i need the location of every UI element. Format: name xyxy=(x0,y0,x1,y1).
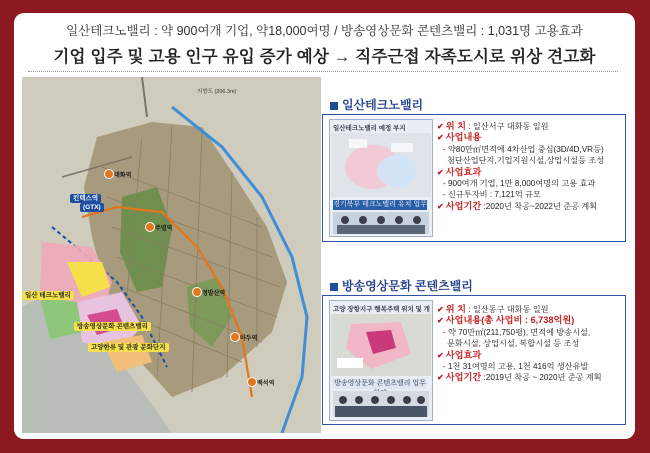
info-row-period: ✔ 사업기간 :2019년 착공 ~ 2020년 준공 계획 xyxy=(437,372,621,383)
kintex-station-label xyxy=(70,193,101,202)
photo-caption: 고양 장항지구 행복주택 위치 및 개 xyxy=(333,306,430,313)
station-label: 마두역 xyxy=(240,336,258,342)
tech-valley-label xyxy=(22,290,74,299)
section-title-broadcast-valley xyxy=(330,277,473,294)
section-title-text: 방송영상문화 콘텐츠밸리 xyxy=(342,279,473,293)
hallyu-text: 고양한류 및 관광 문화단지 xyxy=(88,343,169,352)
square-bullet-icon xyxy=(330,283,338,291)
station-marker xyxy=(104,169,114,179)
info-row-content: ✔ 사업내용(총 사업비 : 6,738억원) xyxy=(437,315,621,326)
section-title-tech-valley xyxy=(330,96,423,113)
station-marker xyxy=(230,332,240,342)
hallyu-label xyxy=(88,342,169,351)
top-summary: 일산테크노밸리 : 약 900여개 기업, 약18,000여명 / 방송영상문화 콘텐츠밸리 : 1,031명 고용효과 xyxy=(66,24,583,38)
info-row-content: ✔ 사업내용 xyxy=(437,132,621,143)
area-map xyxy=(22,77,321,433)
broadcast-valley-text: 방송영상문화 콘텐츠밸리 xyxy=(74,322,151,331)
broadcast-valley-box xyxy=(322,295,626,425)
ceremony-people xyxy=(333,391,429,417)
station-label: 정발산역 xyxy=(202,291,226,297)
ceremony-people xyxy=(333,212,429,234)
station-label: 백석역 xyxy=(257,381,275,387)
photo-banner: 방송영상문화 콘텐츠밸리 업무 xyxy=(334,380,426,387)
kintex-station-name: 킨텍스역 xyxy=(70,194,101,203)
info-row-period: ✔ 사업기간 :2020년 착공~2022년 준공 계획 xyxy=(437,201,621,212)
site-diagram xyxy=(331,314,431,376)
info-row-effect: ✔ 사업효과 xyxy=(437,167,621,178)
photo-caption: 일산테크노밸리 예정 부지 xyxy=(333,125,406,132)
slide xyxy=(14,13,635,439)
section-title-text: 일산테크노밸리 xyxy=(342,98,424,112)
tech-valley-info: ✔ 위 치 : 일산서구 대화동 일원 ✔ 사업내용 - 약80만㎡면적에 4차산업 중심(3D/4D,VR등) 첨단산업단지,기업지원시설,상업시설등 조성 ✔ 사업효과 - 900여개 기업, 1만 8,000여명의 고용 효과 - 신규투자비 : 7,121억 규모 ✔ 사업기간 :2020년 착공~2022년 준공 계획 xyxy=(437,121,621,212)
broadcast-valley-label xyxy=(74,321,151,330)
map-graphic xyxy=(22,77,321,433)
gtx-label xyxy=(80,204,104,211)
broadcast-valley-photo xyxy=(329,300,433,421)
broadcast-valley-info: ✔ 위 치 : 일산동구 대화동 일원 ✔ 사업내용(총 사업비 : 6,738억원) - 약 70만㎡(211,750평), 면적에 방송시설, 문화시설, 상업시설, 복합시설 등 조성 ✔ 사업효과 - 1천 31여명의 고용, 1천 416억 생산유발 ✔ 사업기간 :2019년 착공 ~ 2020년 준공 계획 xyxy=(437,304,621,384)
station-marker xyxy=(247,377,257,387)
station-marker xyxy=(192,287,202,297)
road-label: 지방도 (206.3m) xyxy=(197,89,237,95)
page-title: 기업 입주 및 고용 인구 유입 증가 예상 → 직주근접 자족도시로 위상 견고화 xyxy=(53,48,596,66)
divider xyxy=(28,71,618,72)
info-row-effect: ✔ 사업효과 xyxy=(437,350,621,361)
photo-banner: 경기북부 테크노밸리 유치 업무 xyxy=(333,201,427,208)
info-row-location: ✔ 위 치 : 일산동구 대화동 일원 xyxy=(437,304,621,315)
square-bullet-icon xyxy=(330,102,338,110)
gtx-text: (GTX) xyxy=(80,203,104,212)
info-row-location: ✔ 위 치 : 일산서구 대화동 일원 xyxy=(437,121,621,132)
site-diagram xyxy=(331,133,431,197)
station-marker xyxy=(145,222,155,232)
station-label: 대화역 xyxy=(114,173,132,179)
tech-valley-photo xyxy=(329,119,433,237)
tech-valley-text: 일산 테크노밸리 xyxy=(22,291,74,300)
station-label: 주엽역 xyxy=(155,226,173,232)
tech-valley-box xyxy=(322,114,626,242)
